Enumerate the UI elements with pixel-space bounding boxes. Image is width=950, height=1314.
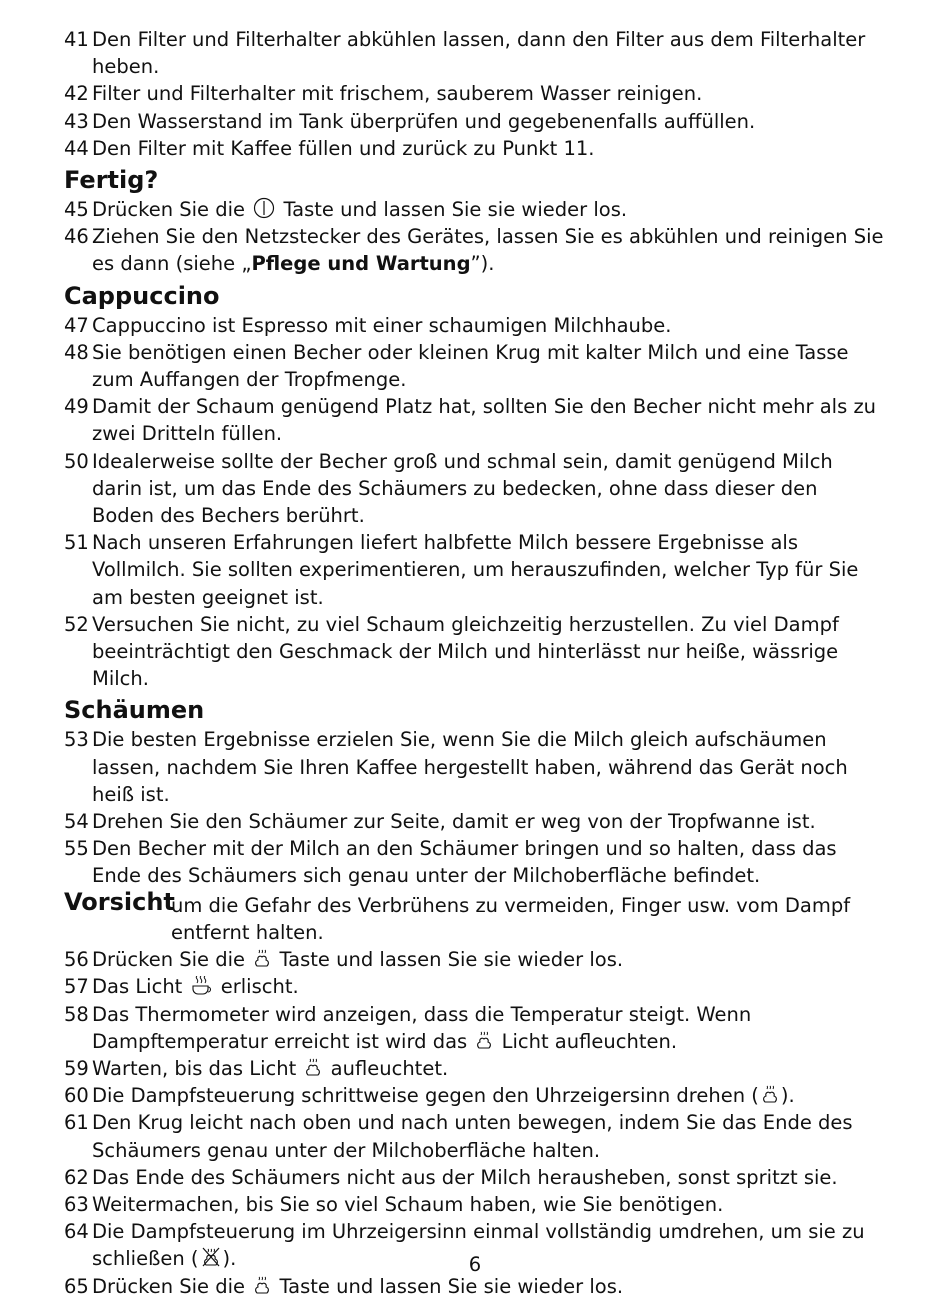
steam-icon bbox=[304, 1058, 322, 1078]
item-text: Den Filter und Filterhalter abkühlen lassen, dann den Filter aus dem Filterhalter heben. bbox=[92, 28, 866, 79]
item-text: Nach unseren Erfahrungen liefert halbfette Milch bessere Ergebnisse als Vollmilch. Sie sollten experimentieren, um herauszufinden, welcher Typ für Sie am besten geeignet ist. bbox=[92, 531, 859, 609]
item-text: Sie benötigen einen Becher oder kleinen Krug mit kalter Milch und eine Tasse zum Auffangen der Tropfmenge. bbox=[92, 340, 849, 392]
item-text: Drücken Sie die bbox=[92, 948, 246, 972]
list-item bbox=[64, 835, 884, 889]
item-text: Versuchen Sie nicht, zu viel Schaum gleichzeitig herzustellen. Zu viel Dampf beeinträchtigt den Geschmack der Milch und hinterlässt nur heiße, wässrige Milch. bbox=[92, 612, 839, 691]
item-number: 51 bbox=[64, 531, 89, 555]
list-item bbox=[64, 448, 884, 530]
item-number: 56 bbox=[64, 948, 89, 972]
item-text: Filter und Filterhalter mit frischem, sauberem Wasser reinigen. bbox=[92, 82, 703, 106]
item-number: 45 bbox=[64, 198, 89, 222]
item-number: 49 bbox=[64, 395, 89, 419]
steam-icon bbox=[253, 949, 271, 969]
list-item bbox=[64, 1273, 884, 1300]
item-number: 47 bbox=[64, 313, 89, 337]
list-item bbox=[64, 339, 884, 393]
item-number: 59 bbox=[64, 1056, 89, 1080]
item-text: erlischt. bbox=[220, 975, 299, 999]
item-number: 46 bbox=[64, 225, 89, 249]
item-text: Den Wasserstand im Tank überprüfen und gegebenenfalls auffüllen. bbox=[92, 109, 756, 133]
item-text: Taste und lassen Sie sie wieder los. bbox=[283, 198, 628, 222]
list-item bbox=[64, 312, 884, 339]
list-item bbox=[64, 1164, 884, 1191]
list-item bbox=[64, 946, 884, 973]
section-heading-schaeumen: Schäumen bbox=[64, 696, 205, 725]
list-item bbox=[64, 223, 884, 277]
steam-icon bbox=[475, 1031, 493, 1051]
reference-bold: Pflege und Wartung bbox=[251, 252, 471, 276]
item-text: Die besten Ergebnisse erzielen Sie, wenn Sie die Milch gleich aufschäumen lassen, nachdem Sie Ihren Kaffee hergestellt haben, während das Gerät noch heiß ist. bbox=[92, 728, 848, 806]
item-text: ”). bbox=[470, 252, 495, 276]
power-icon bbox=[253, 197, 275, 219]
list-item bbox=[64, 1001, 884, 1055]
item-text: Den Krug leicht nach oben und nach unten bewegen, indem Sie das Ende des Schäumers genau unter der Milchoberfläche halten. bbox=[92, 1111, 853, 1162]
item-number: 63 bbox=[64, 1192, 89, 1216]
item-number: 53 bbox=[64, 728, 89, 752]
list-item bbox=[64, 973, 884, 1000]
list-item bbox=[64, 808, 884, 835]
item-text: Taste und lassen Sie sie wieder los. bbox=[279, 1274, 624, 1298]
item-text: Die Dampfsteuerung schrittweise gegen den Uhrzeigersinn drehen ( bbox=[92, 1084, 759, 1108]
item-text: Warten, bis das Licht bbox=[92, 1056, 297, 1080]
item-text: Den Becher mit der Milch an den Schäumer bringen und so halten, dass das Ende des Schäumers sich genau unter der Milchoberfläche befindet. bbox=[92, 837, 837, 888]
item-text: Cappuccino ist Espresso mit einer schaumigen Milchhaube. bbox=[92, 313, 672, 337]
item-text: Damit der Schaum genügend Platz hat, sollten Sie den Becher nicht mehr als zu zwei Dritteln füllen. bbox=[92, 395, 877, 446]
list-item bbox=[64, 1055, 884, 1082]
item-text: Ziehen Sie den Netzstecker des Gerätes, lassen Sie es abkühlen und reinigen Sie es dann (siehe „ bbox=[92, 225, 884, 276]
list-item bbox=[64, 135, 884, 162]
item-number: 57 bbox=[64, 975, 89, 999]
item-number: 55 bbox=[64, 837, 89, 861]
item-number: 41 bbox=[64, 28, 89, 51]
item-text: Das Ende des Schäumers nicht aus der Milch herausheben, sonst spritzt sie. bbox=[92, 1165, 838, 1189]
list-item bbox=[64, 1082, 884, 1109]
page-number: 6 bbox=[468, 1253, 482, 1276]
item-number: 50 bbox=[64, 449, 89, 473]
warning-label: Vorsicht bbox=[64, 887, 175, 916]
list-item bbox=[64, 26, 884, 80]
item-text: Idealerweise sollte der Becher groß und schmal sein, damit genügend Milch darin ist, um das Ende des Schäumers zu bedecken, ohne dass dieser den Boden des Bechers berührt. bbox=[92, 449, 833, 528]
list-item bbox=[64, 726, 884, 808]
item-number: 42 bbox=[64, 82, 89, 106]
section-heading-cappuccino: Cappuccino bbox=[64, 281, 220, 310]
item-text: Die Dampfsteuerung im Uhrzeigersinn einmal vollständig umdrehen, um sie zu schließen ( bbox=[92, 1220, 865, 1271]
item-number: 58 bbox=[64, 1002, 89, 1026]
item-number: 52 bbox=[64, 612, 89, 636]
list-item bbox=[64, 196, 884, 223]
item-text: Das Licht bbox=[92, 975, 183, 999]
item-number: 54 bbox=[64, 810, 89, 834]
item-number: 43 bbox=[64, 109, 89, 133]
list-item bbox=[64, 611, 884, 693]
item-text: ). bbox=[780, 1084, 795, 1108]
item-text: Das Thermometer wird anzeigen, dass die Temperatur steigt. Wenn Dampftemperatur erreicht ist wird das bbox=[92, 1002, 752, 1053]
item-text: Drücken Sie die bbox=[92, 198, 246, 222]
list-item bbox=[64, 1191, 884, 1218]
item-number: 64 bbox=[64, 1220, 89, 1244]
section-heading-fertig: Fertig? bbox=[64, 166, 159, 195]
item-text: aufleuchtet. bbox=[330, 1056, 449, 1080]
item-number: 62 bbox=[64, 1165, 89, 1189]
item-text: Den Filter mit Kaffee füllen und zurück zu Punkt 11. bbox=[92, 136, 595, 160]
item-text: Taste und lassen Sie sie wieder los. bbox=[279, 948, 624, 972]
warning-text: um die Gefahr des Verbrühens zu vermeiden, Finger usw. vom Dampf entfernt halten. bbox=[171, 893, 851, 944]
list-item bbox=[64, 108, 884, 135]
item-text: ). bbox=[222, 1247, 237, 1271]
list-item bbox=[64, 1109, 884, 1163]
list-item bbox=[64, 80, 884, 107]
item-text: Drehen Sie den Schäumer zur Seite, damit er weg von der Tropfwanne ist. bbox=[92, 810, 816, 834]
item-text: Weitermachen, bis Sie so viel Schaum haben, wie Sie benötigen. bbox=[92, 1192, 724, 1216]
list-item bbox=[64, 529, 884, 611]
coffee-cup-icon bbox=[191, 976, 213, 996]
item-number: 60 bbox=[64, 1084, 89, 1108]
manual-page bbox=[64, 26, 884, 1300]
item-number: 65 bbox=[64, 1274, 89, 1298]
item-number: 61 bbox=[64, 1111, 89, 1135]
item-text: Drücken Sie die bbox=[92, 1274, 246, 1298]
item-number: 44 bbox=[64, 136, 89, 160]
steam-icon bbox=[253, 1276, 271, 1296]
steam-icon bbox=[761, 1085, 779, 1105]
warning-note bbox=[64, 887, 884, 946]
item-text: Licht aufleuchten. bbox=[501, 1029, 678, 1053]
item-number: 48 bbox=[64, 340, 89, 364]
list-item bbox=[64, 393, 884, 447]
